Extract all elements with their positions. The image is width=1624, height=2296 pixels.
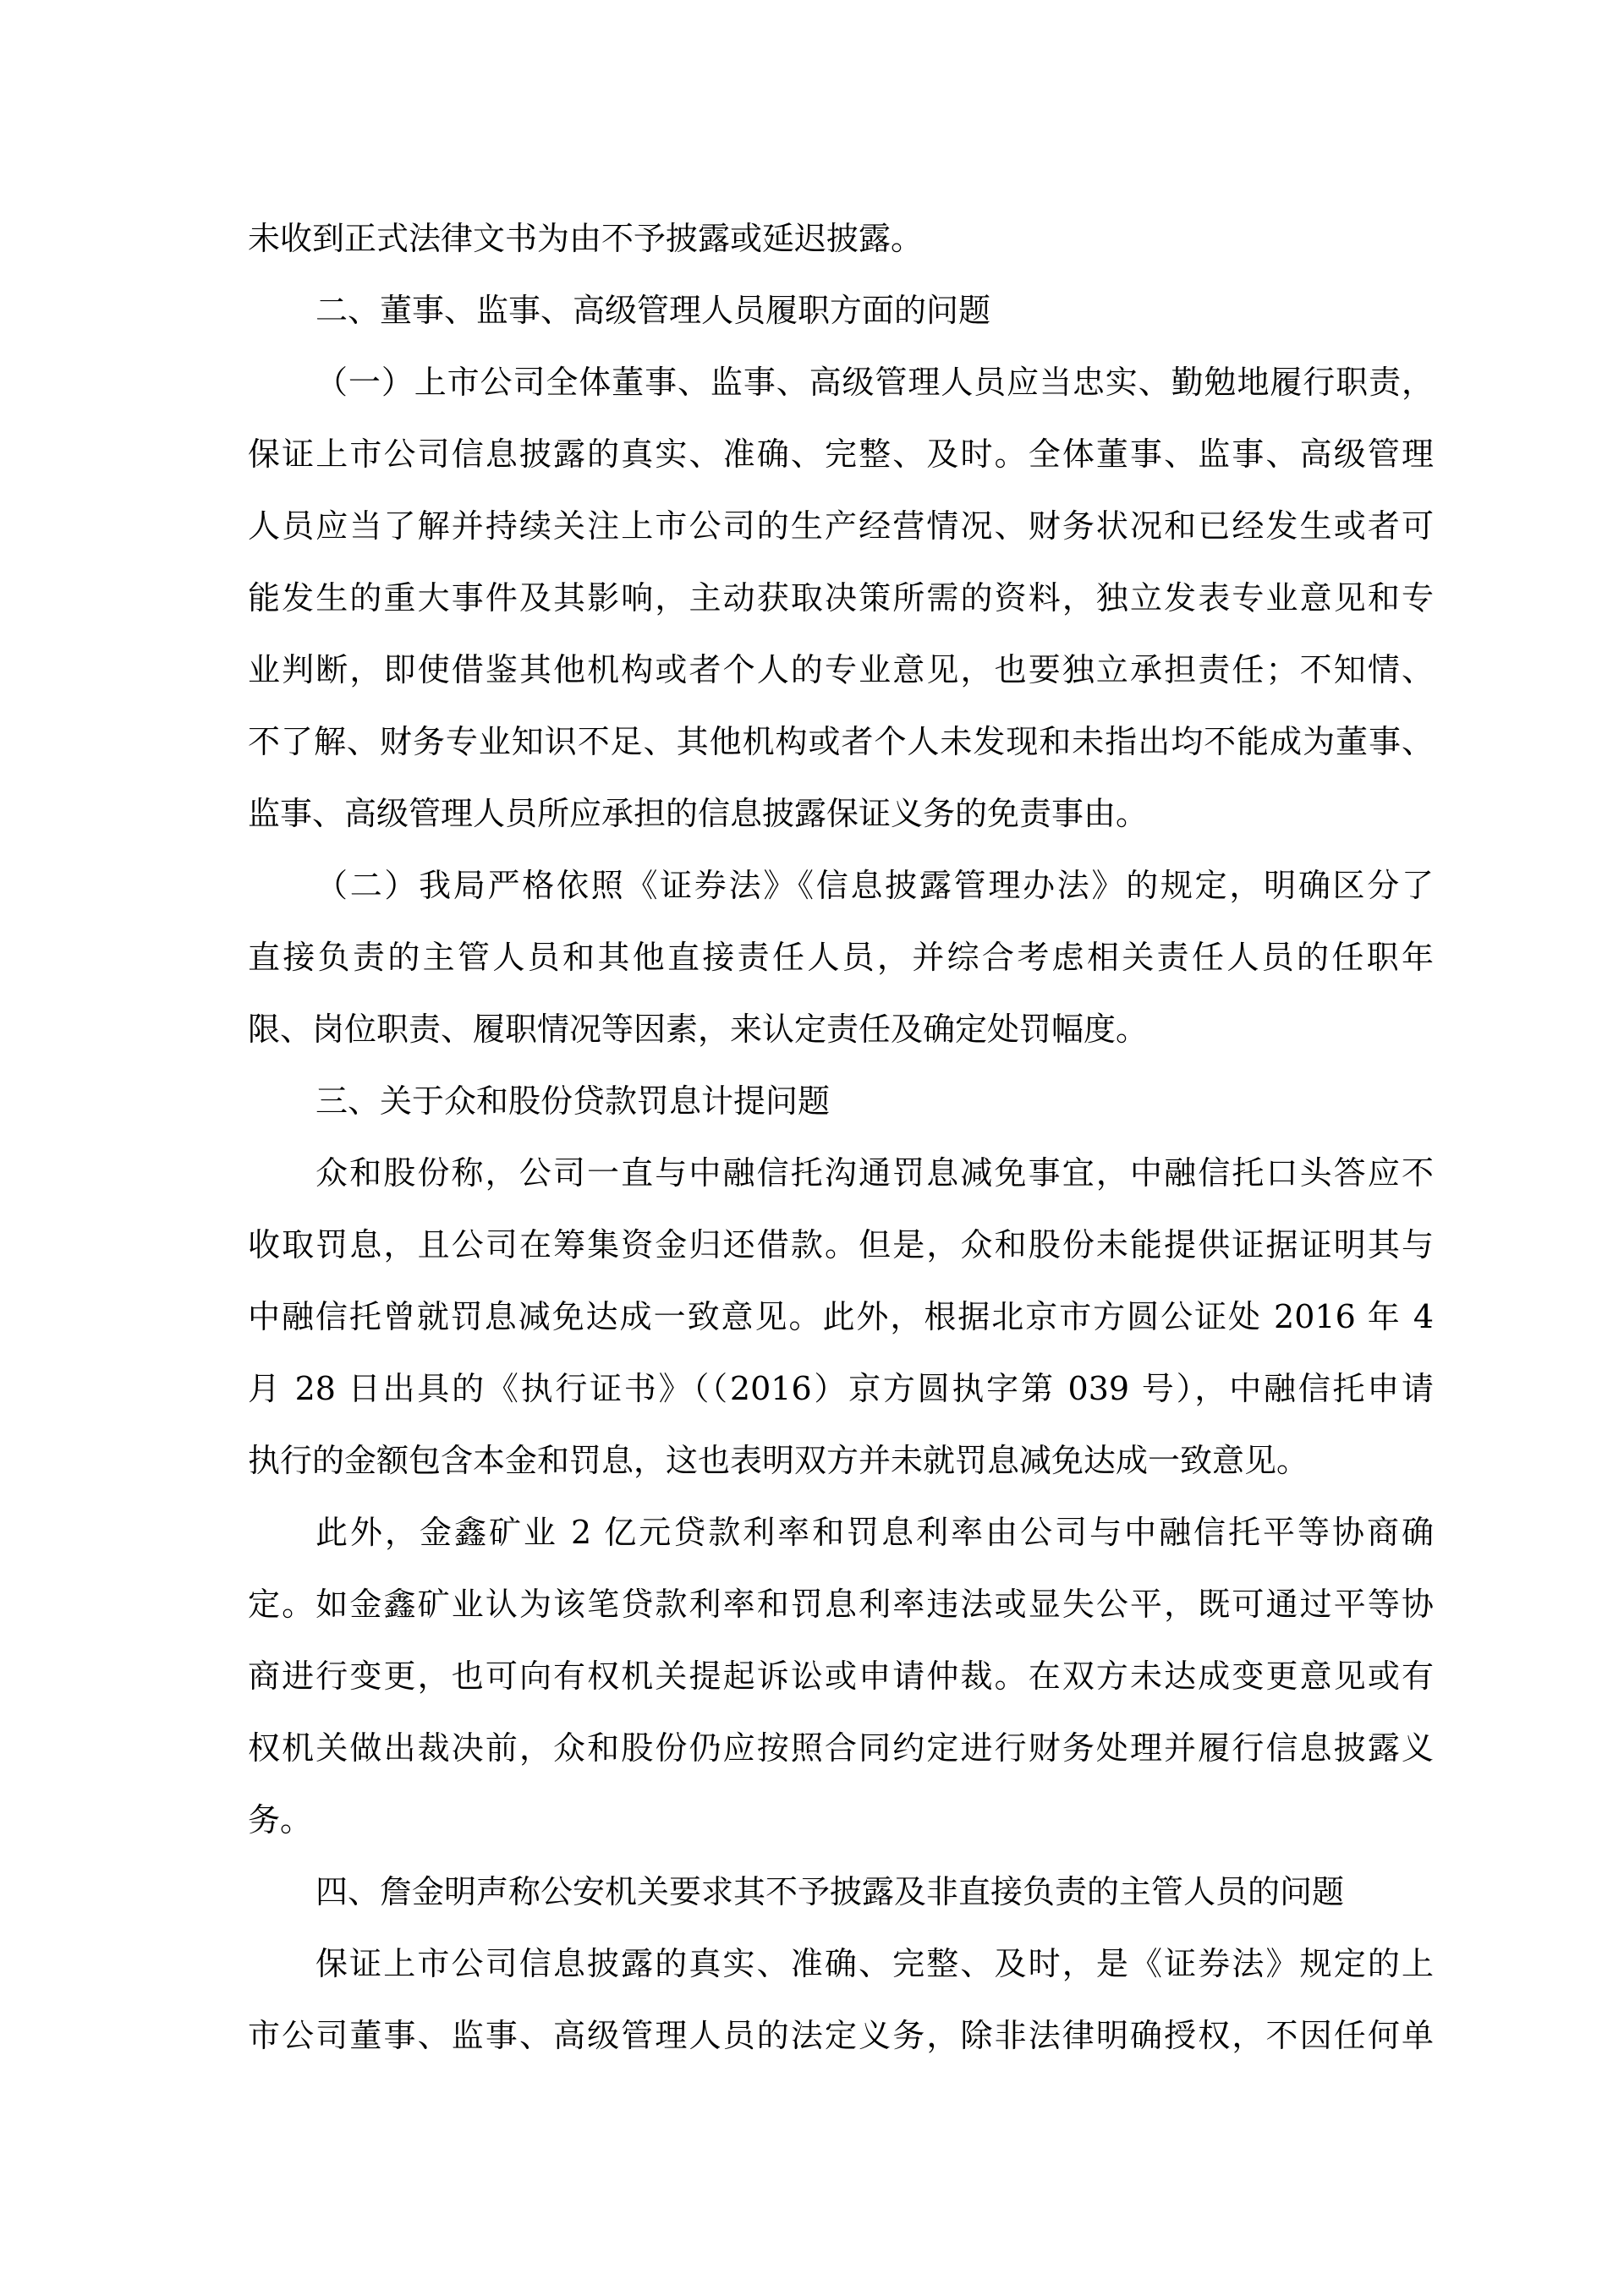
section-4-para-1-line-2: 市公司董事、监事、高级管理人员的法定义务，除非法律明确授权，不因任何单 (248, 2017, 1434, 2054)
section-3-para-1-line-5: 执行的金额包含本金和罚息，这也表明双方并未就罚息减免达成一致意见。 (248, 1442, 1309, 1479)
section-2-item-2-line-1: （二）我局严格依照《证券法》《信息披露管理办法》的规定，明确区分了 (315, 867, 1434, 904)
section-2-item-1-line-3: 人员应当了解并持续关注上市公司的生产经营情况、财务状况和已经发生或者可 (248, 507, 1434, 545)
section-2-item-1-line-7: 监事、高级管理人员所应承担的信息披露保证义务的免责事由。 (248, 795, 1149, 832)
section-3-para-2-line-3: 商进行变更，也可向有权机关提起诉讼或申请仲裁。在双方未达成变更意见或有 (248, 1658, 1434, 1695)
section-3-para-2-line-4: 权机关做出裁决前，众和股份仍应按照合同约定进行财务处理并履行信息披露义 (248, 1729, 1434, 1767)
section-2-item-2-line-3: 限、岗位职责、履职情况等因素，来认定责任及确定处罚幅度。 (248, 1011, 1149, 1048)
carryover-paragraph-last-line: 未收到正式法律文书为由不予披露或延迟披露。 (248, 220, 924, 257)
section-3-heading: 三、关于众和股份贷款罚息计提问题 (315, 1082, 831, 1120)
section-2-item-1-line-4: 能发生的重大事件及其影响，主动获取决策所需的资料，独立发表专业意见和专 (248, 579, 1434, 616)
section-3-para-1-line-1: 众和股份称，公司一直与中融信托沟通罚息减免事宜，中融信托口头答应不 (315, 1154, 1434, 1192)
section-3-para-2-line-2: 定。如金鑫矿业认为该笔贷款利率和罚息利率违法或显失公平，既可通过平等协 (248, 1586, 1434, 1623)
section-4-heading: 四、詹金明声称公安机关要求其不予披露及非直接负责的主管人员的问题 (315, 1873, 1345, 1910)
section-2-item-1-line-6: 不了解、财务专业知识不足、其他机构或者个人未发现和未指出均不能成为董事、 (248, 723, 1434, 760)
section-2-item-1-line-2: 保证上市公司信息披露的真实、准确、完整、及时。全体董事、监事、高级管理 (248, 436, 1434, 473)
section-3-para-2-line-1: 此外，金鑫矿业 2 亿元贷款利率和罚息利率由公司与中融信托平等协商确 (315, 1514, 1434, 1551)
section-2-item-1-line-1: （一）上市公司全体董事、监事、高级管理人员应当忠实、勤勉地履行职责， (315, 364, 1434, 401)
section-4-para-1-line-1: 保证上市公司信息披露的真实、准确、完整、及时，是《证券法》规定的上 (315, 1945, 1434, 1982)
section-3-para-1-line-2: 收取罚息，且公司在筹集资金归还借款。但是，众和股份未能提供证据证明其与 (248, 1226, 1434, 1263)
section-2-item-2-line-2: 直接负责的主管人员和其他直接责任人员，并综合考虑相关责任人员的任职年 (248, 939, 1434, 976)
section-2-heading: 二、董事、监事、高级管理人员履职方面的问题 (315, 292, 991, 329)
section-3-para-2-line-5: 务。 (248, 1801, 313, 1838)
section-3-para-1-line-4: 月 28 日出具的《执行证书》（（2016）京方圆执字第 039 号），中融信托申请 (248, 1370, 1434, 1407)
section-3-para-1-line-3: 中融信托曾就罚息减免达成一致意见。此外，根据北京市方圆公证处 2016 年 4 (248, 1298, 1434, 1335)
document-body (248, 203, 1434, 2072)
section-2-item-1-line-5: 业判断，即使借鉴其他机构或者个人的专业意见，也要独立承担责任；不知情、 (248, 651, 1434, 688)
